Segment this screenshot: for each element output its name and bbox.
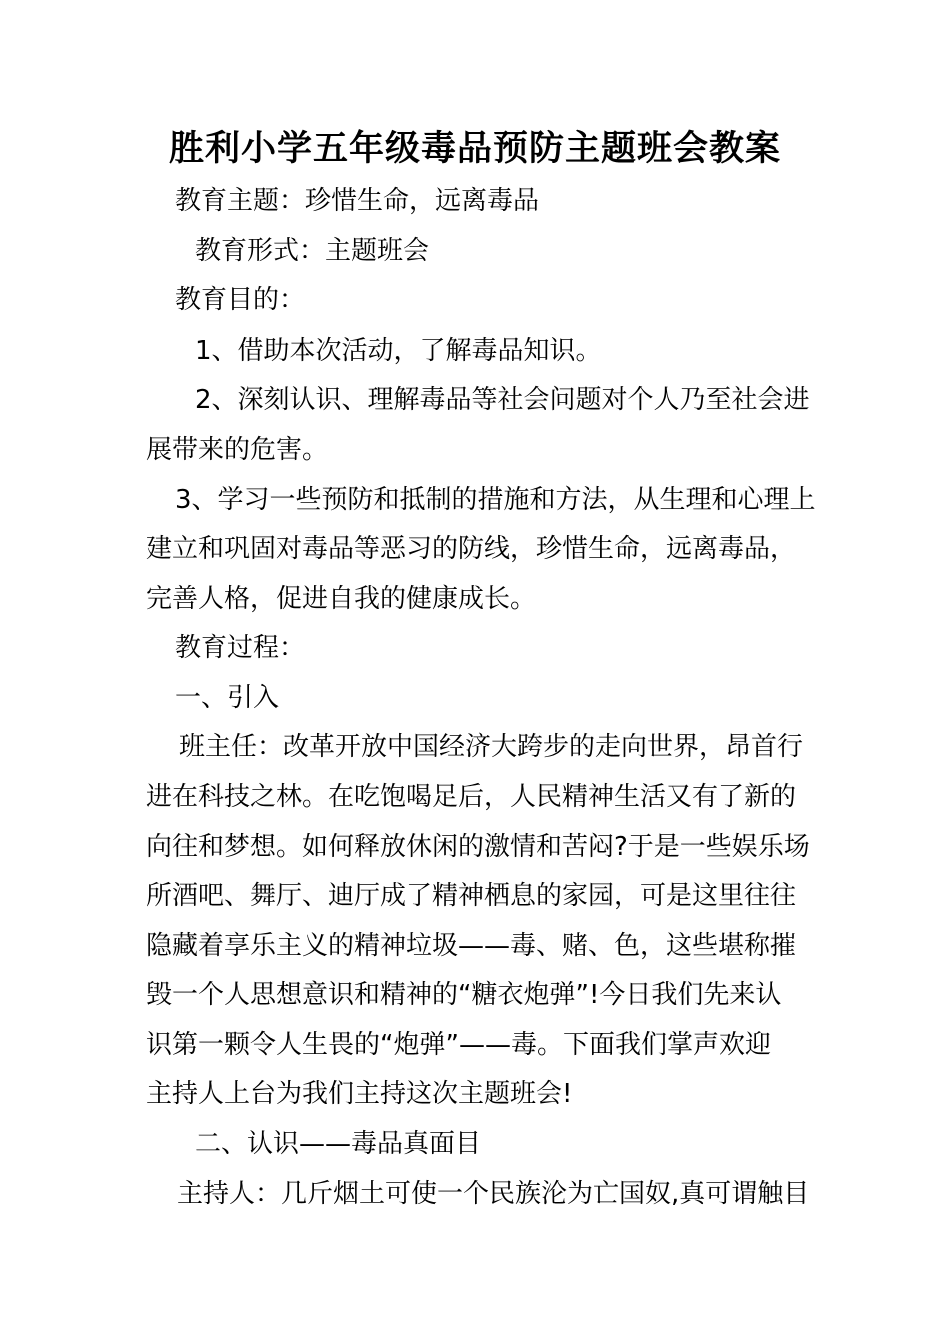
text-line: 完善人格，促进自我的健康成长。 xyxy=(146,584,537,614)
text-line: 向往和梦想。如何释放休闲的激情和苦闷?于是一些娱乐场 xyxy=(146,832,810,862)
text-line: 1、借助本次活动，了解毒品知识。 xyxy=(195,336,602,366)
text-line: 主持人上台为我们主持这次主题班会! xyxy=(146,1079,573,1109)
text-line: 主持人：几斤烟土可使一个民族沦为亡国奴,真可谓触目 xyxy=(177,1179,810,1209)
document-title: 胜利小学五年级毒品预防主题班会教案 xyxy=(168,128,781,169)
text-line: 毁一个人思想意识和精神的“糖衣炮弹”!今日我们先来认 xyxy=(146,980,782,1010)
text-line: 识第一颗令人生畏的“炮弹”——毒。下面我们掌声欢迎 xyxy=(146,1030,771,1060)
text-line: 教育主题：珍惜生命，远离毒品 xyxy=(175,186,540,216)
text-line: 建立和巩固对毒品等恶习的防线，珍惜生命，远离毒品， xyxy=(146,534,797,564)
text-line: 教育目的： xyxy=(175,285,306,315)
section-heading: 一、引入 xyxy=(175,683,280,713)
text-line: 3、学习一些预防和抵制的措施和方法，从生理和心理上 xyxy=(175,485,816,515)
text-line: 2、深刻认识、理解毒品等社会问题对个人乃至社会进 xyxy=(195,385,810,415)
section-heading: 二、认识——毒品真面目 xyxy=(195,1129,482,1159)
text-line: 班主任：改革开放中国经济大跨步的走向世界，昂首行 xyxy=(179,732,804,762)
text-line: 教育过程： xyxy=(175,633,306,663)
text-line: 展带来的危害。 xyxy=(146,435,329,465)
text-line: 教育形式：主题班会 xyxy=(195,236,430,266)
text-line: 隐藏着享乐主义的精神垃圾——毒、赌、色，这些堪称摧 xyxy=(146,931,797,961)
text-line: 所酒吧、舞厅、迪厅成了精神栖息的家园，可是这里往往 xyxy=(146,881,797,911)
text-line: 进在科技之林。在吃饱喝足后，人民精神生活又有了新的 xyxy=(146,782,797,812)
